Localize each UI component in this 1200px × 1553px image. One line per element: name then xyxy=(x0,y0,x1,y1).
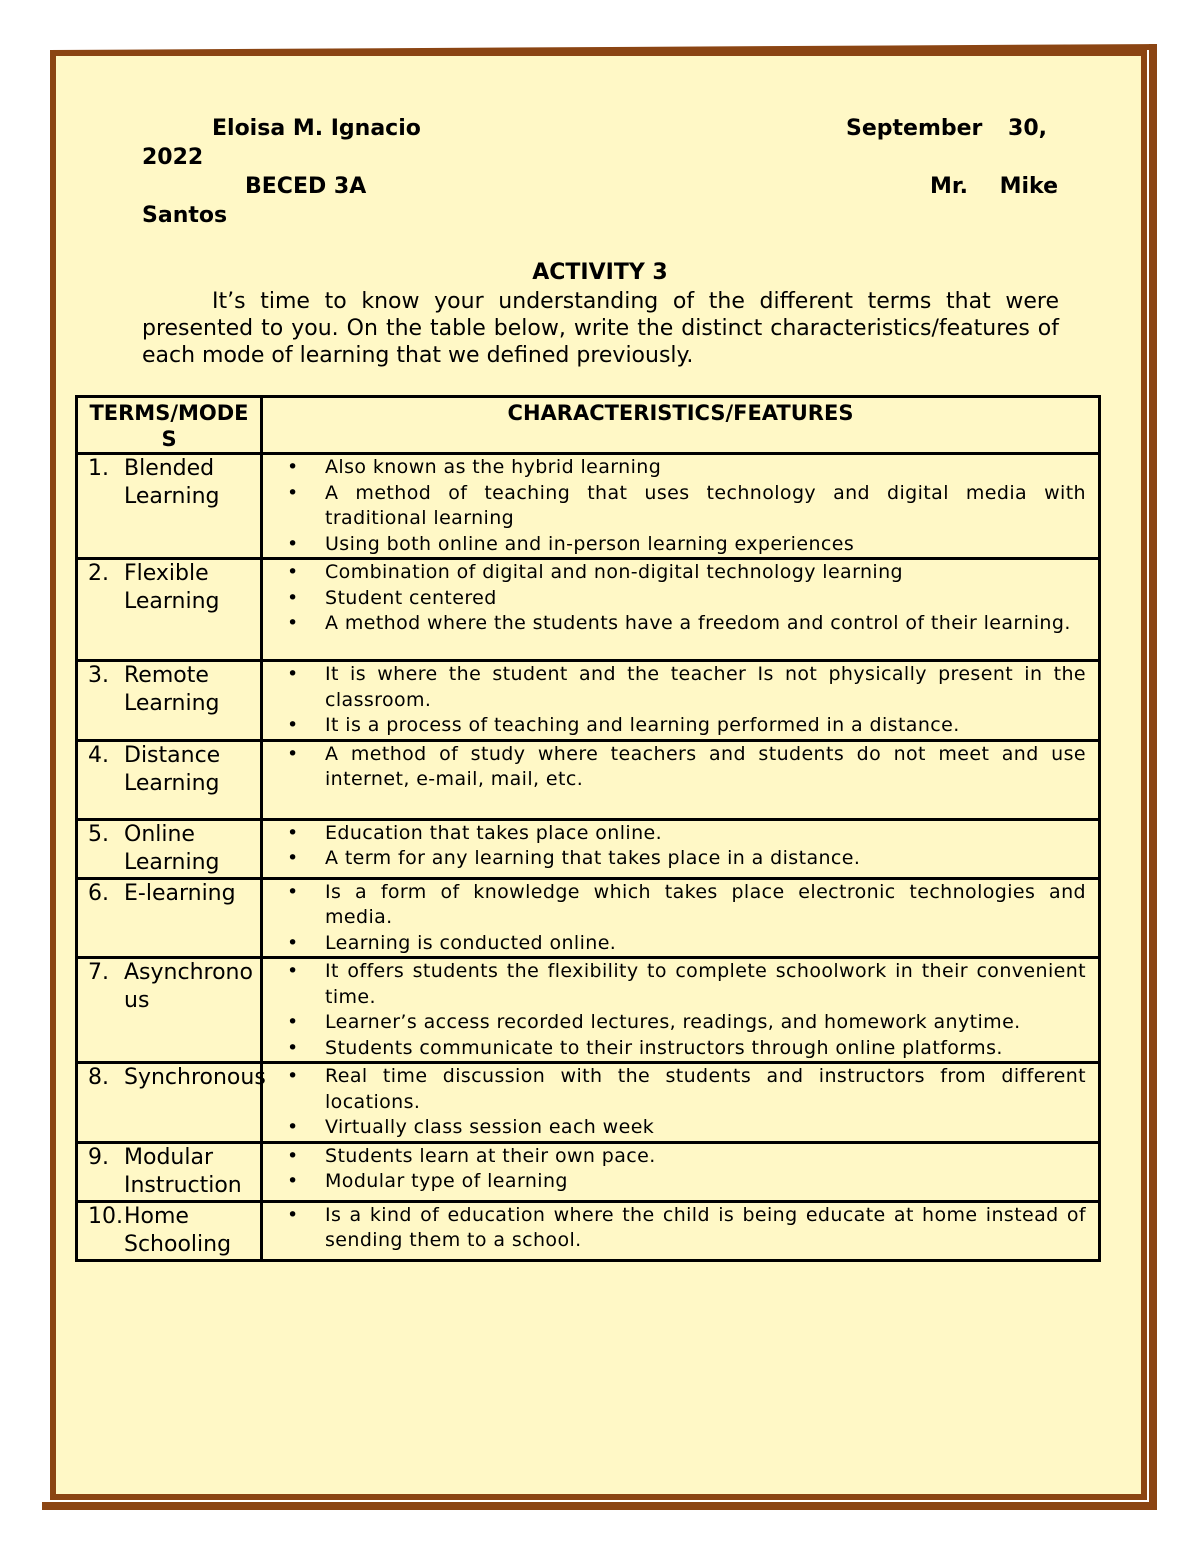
bullet-icon: • xyxy=(287,1036,299,1059)
features-list xyxy=(263,1144,1098,1195)
bullet-icon: • xyxy=(287,1170,299,1192)
feature-text: A method where the students have a freedom and control of their learning. xyxy=(325,612,1071,634)
feature-text: Learner’s access recorded lectures, readings, and homework anytime. xyxy=(325,1011,1021,1033)
feature-text: Is a form of knowledge which takes place electronic technologies and media. xyxy=(325,880,1086,928)
term-label: Home Schooling xyxy=(124,1203,232,1257)
bullet-icon: • xyxy=(287,821,299,844)
term-cell xyxy=(77,559,262,661)
table-row xyxy=(77,1063,1100,1143)
teacher-line1: Mr. Mike xyxy=(930,174,1059,199)
list-item xyxy=(263,931,1086,957)
term-label: Asynchronous xyxy=(124,960,253,1013)
table-row xyxy=(77,819,1100,878)
bullet-icon: • xyxy=(287,960,299,982)
bullet-icon: • xyxy=(287,481,299,504)
feature-text: Real time discussion with the students and instructors from different locations. xyxy=(325,1065,1086,1113)
table-row xyxy=(77,958,1100,1063)
term-number: 2. xyxy=(88,561,109,586)
bullet-icon: • xyxy=(287,532,299,555)
term-number: 5. xyxy=(88,821,109,847)
features-cell xyxy=(262,1063,1100,1143)
bullet-icon: • xyxy=(287,561,299,583)
bullet-icon: • xyxy=(287,663,299,685)
feature-text: Combination of digital and non-digital technology learning xyxy=(325,561,903,583)
table-row xyxy=(77,661,1100,741)
feature-text: Is a kind of education where the child is being educate at home instead of sending them to a school. xyxy=(325,1203,1086,1251)
term-cell xyxy=(77,1201,262,1260)
bullet-icon: • xyxy=(287,1011,299,1033)
feature-text: Modular type of learning xyxy=(325,1170,568,1192)
col-header-features: CHARACTERISTICS/FEATURES xyxy=(262,397,1100,454)
term-label: Remote Learning xyxy=(124,663,220,716)
table-row xyxy=(77,559,1100,661)
features-cell xyxy=(262,559,1100,661)
list-item xyxy=(263,586,1086,612)
col-header-terms: TERMS/MODES xyxy=(77,397,262,454)
features-list xyxy=(263,560,1098,637)
page-border-bottom xyxy=(42,1502,1157,1510)
features-list xyxy=(263,455,1098,557)
term-cell xyxy=(77,958,262,1063)
term-number: 7. xyxy=(88,960,109,985)
feature-text: Students communicate to their instructors through online platforms. xyxy=(325,1036,1003,1059)
list-item xyxy=(263,846,1086,872)
term-number: 4. xyxy=(88,742,109,768)
bullet-icon: • xyxy=(287,880,299,903)
term-cell xyxy=(77,740,262,819)
features-cell xyxy=(262,1142,1100,1201)
bullet-icon: • xyxy=(287,714,299,736)
list-item xyxy=(263,1036,1086,1062)
section: BECED 3A xyxy=(245,174,367,199)
term-number: 3. xyxy=(88,663,109,688)
term-number: 6. xyxy=(88,880,109,906)
table-row xyxy=(77,1201,1100,1260)
features-cell xyxy=(262,454,1100,559)
feature-text: Students learn at their own pace. xyxy=(325,1144,656,1167)
term-cell xyxy=(77,661,262,741)
instructions-paragraph xyxy=(142,288,1059,369)
table-row xyxy=(77,878,1100,958)
list-item xyxy=(263,1144,1086,1170)
term-label: Online Learning xyxy=(124,821,220,875)
feature-text: It offers students the flexibility to complete schoolwork in their convenient time. xyxy=(325,960,1086,1008)
feature-text: It is a process of teaching and learning performed in a distance. xyxy=(325,714,960,736)
bullet-icon: • xyxy=(287,612,299,634)
features-list xyxy=(263,959,1098,1061)
activity-title: ACTIVITY 3 xyxy=(532,260,668,285)
teacher-line2: Santos xyxy=(142,203,228,228)
feature-text: It is where the student and the teacher Is not physically present in the classroom. xyxy=(325,663,1086,711)
feature-text: Virtually class session each week xyxy=(325,1116,655,1138)
term-label: Blended Learning xyxy=(124,456,220,509)
bullet-icon: • xyxy=(287,931,299,954)
term-cell xyxy=(77,1063,266,1143)
bullet-icon: • xyxy=(287,847,299,869)
term-number: 1. xyxy=(88,456,109,481)
list-item xyxy=(263,1169,1086,1195)
modes-table xyxy=(75,395,1101,1262)
bullet-icon: • xyxy=(287,456,299,478)
term-cell xyxy=(77,819,262,878)
list-item xyxy=(263,821,1086,847)
features-cell xyxy=(262,819,1100,878)
term-cell xyxy=(77,878,262,958)
bullet-icon: • xyxy=(287,1203,299,1226)
feature-text: Student centered xyxy=(325,586,497,609)
list-item xyxy=(263,455,1086,481)
features-cell xyxy=(262,1201,1100,1260)
term-label: Modular Instruction xyxy=(124,1144,242,1198)
features-list xyxy=(263,1203,1098,1254)
term-label: Distance Learning xyxy=(124,742,221,796)
student-name: Eloisa M. Ignacio xyxy=(212,116,421,141)
date-line1: September 30, xyxy=(846,116,1048,141)
term-cell xyxy=(77,1142,262,1201)
list-item xyxy=(263,560,1086,586)
term-label: Synchronous xyxy=(124,1065,266,1090)
list-item xyxy=(263,880,1086,931)
table-row xyxy=(77,1142,1100,1201)
feature-text: A term for any learning that takes place in a distance. xyxy=(325,847,861,869)
features-list xyxy=(263,662,1098,739)
bullet-icon: • xyxy=(287,1144,299,1167)
list-item xyxy=(263,481,1086,532)
date-line2: 2022 xyxy=(142,145,204,170)
instructions-text: It’s time to know your understanding of the different terms that were presented to you. On the table below, write the distinct characteristics/features of each mode of learning that we defined previously. xyxy=(142,289,1059,368)
term-number: 10. xyxy=(88,1203,123,1229)
list-item xyxy=(263,532,1086,558)
table-row xyxy=(77,454,1100,559)
bullet-icon: • xyxy=(287,742,299,765)
list-item xyxy=(263,1010,1086,1036)
list-item xyxy=(263,1203,1086,1254)
feature-text: Using both online and in-person learning experiences xyxy=(325,532,855,555)
list-item xyxy=(263,713,1086,739)
feature-text: Also known as the hybrid learning xyxy=(325,456,662,478)
term-number: 9. xyxy=(88,1144,109,1170)
features-list xyxy=(263,880,1098,957)
features-cell xyxy=(262,878,1100,958)
list-item xyxy=(263,1064,1086,1115)
bullet-icon: • xyxy=(287,1116,299,1138)
table-row xyxy=(77,740,1100,819)
list-item xyxy=(263,1115,1086,1141)
list-item xyxy=(263,959,1086,1010)
features-list xyxy=(263,821,1098,872)
feature-text: Education that takes place online. xyxy=(325,821,663,844)
list-item xyxy=(263,611,1086,637)
term-number: 8. xyxy=(88,1065,109,1090)
features-cell xyxy=(262,740,1100,819)
bullet-icon: • xyxy=(287,586,299,609)
feature-text: Learning is conducted online. xyxy=(325,931,617,954)
term-cell xyxy=(77,454,262,559)
list-item xyxy=(263,662,1086,713)
feature-text: A method of study where teachers and students do not meet and use internet, e-mail, mail, etc. xyxy=(325,742,1086,790)
term-label: Flexible Learning xyxy=(124,561,220,614)
bullet-icon: • xyxy=(287,1065,299,1087)
features-cell xyxy=(262,661,1100,741)
features-list xyxy=(263,1064,1098,1141)
features-cell xyxy=(262,958,1100,1063)
features-list xyxy=(263,742,1098,793)
list-item xyxy=(263,742,1086,793)
term-label: E-learning xyxy=(124,880,236,906)
feature-text: A method of teaching that uses technology and digital media with traditional learning xyxy=(325,481,1086,529)
